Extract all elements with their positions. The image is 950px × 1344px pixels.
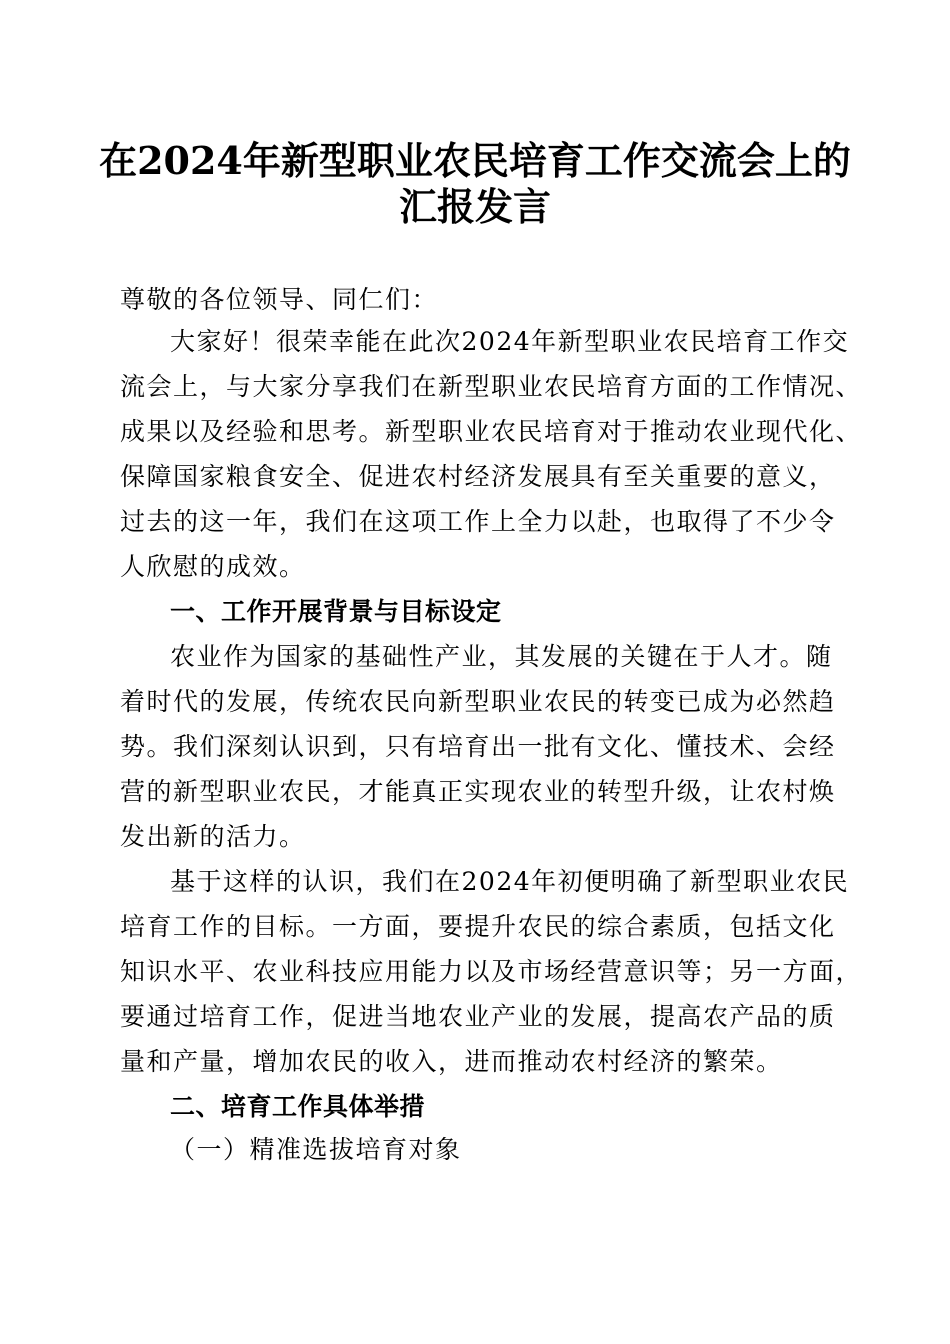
paragraph-line: 量和产量，增加农民的收入，进而推动农村经济的繁荣。 <box>120 1047 783 1076</box>
paragraph-line: 人欣慰的成效。 <box>120 552 306 581</box>
section-heading-1: 一、工作开展背景与目标设定 <box>170 597 502 626</box>
paragraph-line: 流会上，与大家分享我们在新型职业农民培育方面的工作情况、 <box>120 372 863 401</box>
paragraph-line: 成果以及经验和思考。新型职业农民培育对于推动农业现代化、 <box>120 417 863 446</box>
paragraph-line: 保障国家粮食安全、促进农村经济发展具有至关重要的意义， <box>120 462 836 491</box>
paragraph-line: 过去的这一年，我们在这项工作上全力以赴，也取得了不少令 <box>120 507 836 536</box>
section-heading-2: 二、培育工作具体举措 <box>170 1092 426 1121</box>
paragraph-line: 大家好！很荣幸能在此次2024年新型职业农民培育工作交 <box>170 327 850 356</box>
paragraph-line: 基于这样的认识，我们在2024年初便明确了新型职业农民 <box>170 867 850 896</box>
paragraph-line: 发出新的活力。 <box>120 822 306 851</box>
paragraph-line: 着时代的发展，传统农民向新型职业农民的转变已成为必然趋 <box>120 687 836 716</box>
document-title-line-1: 在2024年新型职业农民培育工作交流会上的 <box>99 138 851 183</box>
document-title-line-2: 汇报发言 <box>398 184 551 229</box>
paragraph-line: 培育工作的目标。一方面，要提升农民的综合素质，包括文化 <box>120 912 836 941</box>
paragraph-line: 农业作为国家的基础性产业，其发展的关键在于人才。随 <box>170 642 833 671</box>
salutation: 尊敬的各位领导、同仁们： <box>120 285 439 314</box>
paragraph-line: 要通过培育工作，促进当地农业产业的发展，提高农产品的质 <box>120 1002 836 1031</box>
paragraph-line: 营的新型职业农民，才能真正实现农业的转型升级，让农村焕 <box>120 777 836 806</box>
subsection-heading-1: （一）精准选拔培育对象 <box>170 1135 462 1164</box>
paragraph-line: 势。我们深刻认识到，只有培育出一批有文化、懂技术、会经 <box>120 732 836 761</box>
paragraph-line: 知识水平、农业科技应用能力以及市场经营意识等；另一方面， <box>120 957 863 986</box>
